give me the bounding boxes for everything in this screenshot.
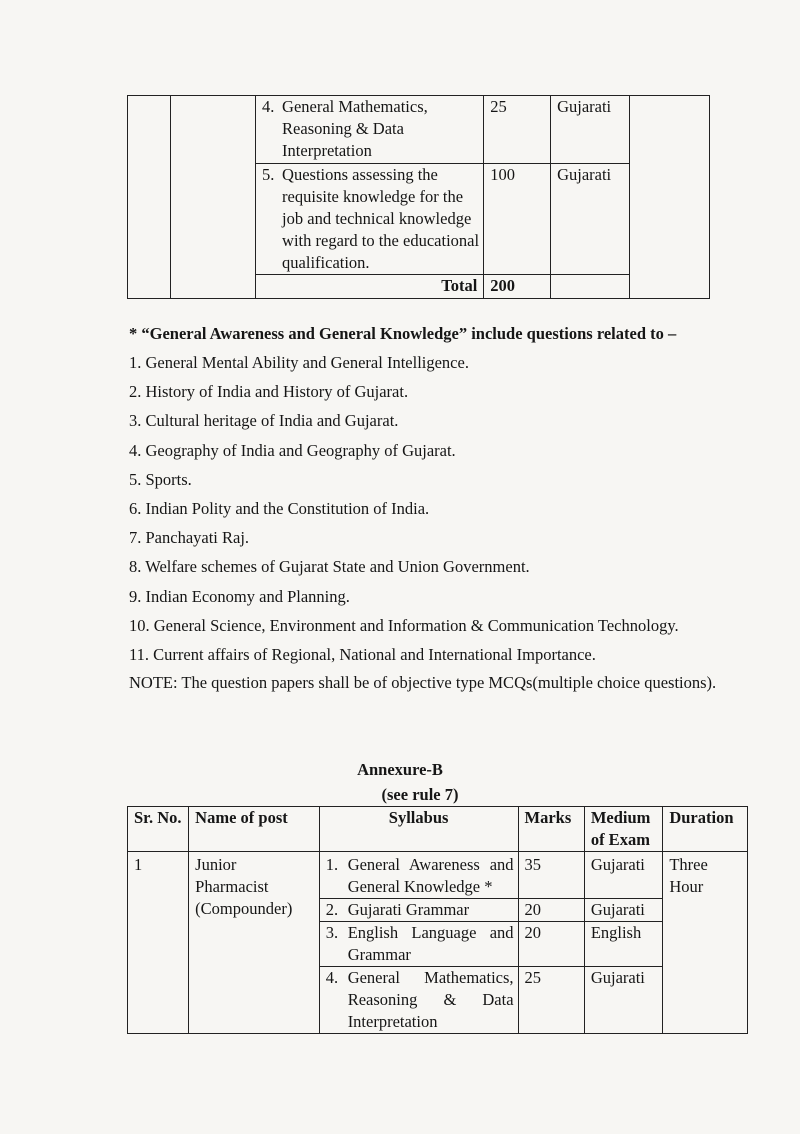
list-item: 3. Cultural heritage of India and Gujarat. <box>129 411 399 431</box>
marks-cell: 35 <box>518 852 584 899</box>
medium-cell: Gujarati <box>584 899 663 922</box>
post-name-cell: Junior Pharmacist (Compounder) <box>189 852 320 1034</box>
marks-cell: 25 <box>518 967 584 1034</box>
list-item: 7. Panchayati Raj. <box>129 528 250 548</box>
annexure-syllabus-table <box>127 806 748 1034</box>
item-number: 2. <box>325 900 339 919</box>
gk-heading: * “General Awareness and General Knowledge” include questions related to – <box>129 324 677 343</box>
header-syllabus: Syllabus <box>319 807 518 852</box>
marks-cell: 25 <box>484 96 551 164</box>
subject-text: Gujarati Grammar <box>347 900 470 919</box>
list-item: 1. General Mental Ability and General Intelligence. <box>129 353 469 372</box>
sr-no-cell <box>128 96 171 299</box>
list-item: 11. Current affairs of Regional, National and International Importance. <box>129 644 596 664</box>
gk-topic-list <box>129 348 729 669</box>
syllabus-cell <box>256 164 484 275</box>
duration-cell <box>629 96 709 299</box>
annexure-subtitle: (see rule 7) <box>381 785 459 804</box>
marks-cell: 100 <box>484 164 551 275</box>
total-label: Total <box>256 275 484 299</box>
header-duration: Duration <box>663 807 748 852</box>
syllabus-cell <box>256 96 484 164</box>
subject-text: General Mathematics, Reasoning & Data Interpretation <box>282 97 428 160</box>
exam-scheme-table-continued <box>127 95 710 299</box>
duration-cell: Three Hour <box>663 852 748 1034</box>
note-text: NOTE: The question papers shall be of objective type MCQs(multiple choice questions). <box>129 673 717 693</box>
item-number: 4. <box>262 97 275 116</box>
syllabus-cell <box>319 852 518 899</box>
item-number: 1. <box>325 855 339 874</box>
medium-cell: Gujarati <box>551 96 630 164</box>
empty-cell <box>551 275 630 299</box>
subject-text: General Awareness and General Knowledge * <box>347 855 514 896</box>
item-number: 5. <box>262 165 275 184</box>
header-post: Name of post <box>189 807 320 852</box>
item-number: 4. <box>325 968 339 987</box>
list-item: 9. Indian Economy and Planning. <box>129 586 350 606</box>
list-item: 8. Welfare schemes of Gujarat State and Union Government. <box>129 557 530 577</box>
medium-cell: English <box>584 922 663 967</box>
list-item: 5. Sports. <box>129 469 192 489</box>
list-item: 2. History of India and History of Gujarat. <box>129 382 409 402</box>
header-sr-no: Sr. No. <box>128 807 189 852</box>
syllabus-cell <box>319 967 518 1034</box>
marks-cell: 20 <box>518 899 584 922</box>
annexure-title: Annexure-B <box>357 760 443 779</box>
list-item: 10. General Science, Environment and Information & Communication Technology. <box>129 615 679 635</box>
total-value: 200 <box>484 275 551 299</box>
subject-text: General Mathematics, Reasoning & Data Interpretation <box>347 968 514 1031</box>
table-header-row <box>128 807 748 852</box>
table-row <box>128 852 748 899</box>
subject-text: English Language and Grammar <box>347 923 514 964</box>
subject-text: Questions assessing the requisite knowledge for the job and technical knowledge with regard to the educational qualification. <box>282 165 480 272</box>
medium-cell: Gujarati <box>584 967 663 1034</box>
medium-cell: Gujarati <box>551 164 630 275</box>
gk-section <box>129 320 729 697</box>
medium-cell: Gujarati <box>584 852 663 899</box>
item-number: 3. <box>325 923 339 942</box>
syllabus-cell <box>319 922 518 967</box>
header-marks: Marks <box>518 807 584 852</box>
sr-no-cell: 1 <box>128 852 189 1034</box>
post-name-cell <box>171 96 256 299</box>
table-row <box>128 96 710 164</box>
header-medium: Medium of Exam <box>584 807 663 852</box>
list-item: 4. Geography of India and Geography of Gujarat. <box>129 440 456 460</box>
syllabus-cell <box>319 899 518 922</box>
marks-cell: 20 <box>518 922 584 967</box>
list-item: 6. Indian Polity and the Constitution of India. <box>129 498 430 518</box>
